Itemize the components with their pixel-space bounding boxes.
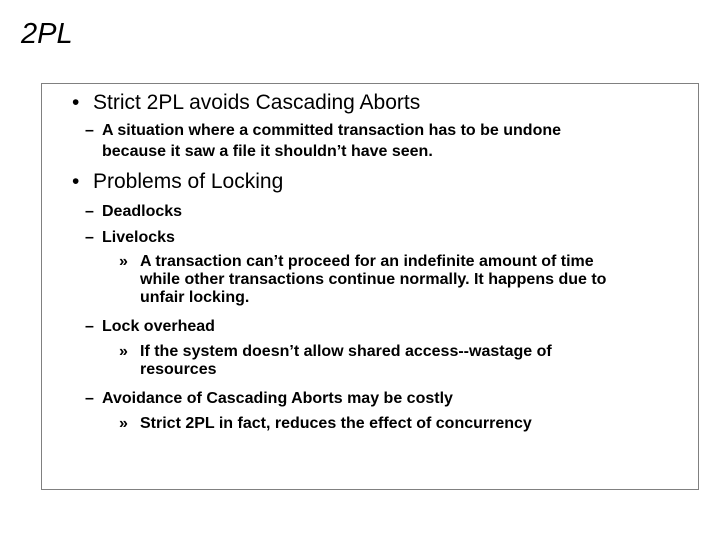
sub-bullet-cascading-definition bbox=[85, 120, 561, 162]
bullet-strict-2pl bbox=[72, 90, 420, 116]
sub-bullet-text: Livelocks bbox=[102, 229, 175, 246]
content-box bbox=[41, 83, 699, 490]
detail-text: If the system doesn’t allow shared access--wastage of resources bbox=[140, 343, 552, 378]
dash-marker: – bbox=[85, 122, 94, 139]
sub-bullet-text: Deadlocks bbox=[102, 203, 183, 220]
detail-text: A transaction can’t proceed for an indefinite amount of time while other transactions continue normally. It happens due to unfair locking. bbox=[140, 253, 607, 306]
sub-bullet-text: Lock overhead bbox=[102, 318, 215, 335]
bullet-marker: • bbox=[72, 170, 80, 193]
detail-text: Strict 2PL in fact, reduces the effect of concurrency bbox=[140, 415, 532, 432]
slide-title: 2PL bbox=[21, 18, 73, 50]
chevron-marker: » bbox=[119, 415, 128, 432]
chevron-marker: » bbox=[119, 253, 128, 270]
dash-marker: – bbox=[85, 318, 94, 335]
sub-bullet-text: A situation where a committed transaction has to be undone because it saw a file it shouldn’t have seen. bbox=[102, 122, 562, 160]
bullet-problems-of-locking bbox=[72, 169, 283, 195]
sub-bullet-deadlocks bbox=[85, 201, 182, 222]
detail-livelocks bbox=[119, 253, 606, 307]
sub-bullet-lock-overhead bbox=[85, 316, 215, 337]
bullet-marker: • bbox=[72, 91, 80, 114]
sub-bullet-text: Avoidance of Cascading Aborts may be costly bbox=[102, 390, 453, 407]
dash-marker: – bbox=[85, 203, 94, 220]
detail-lock-overhead bbox=[119, 343, 552, 379]
dash-marker: – bbox=[85, 229, 94, 246]
bullet-text: Strict 2PL avoids Cascading Aborts bbox=[93, 91, 421, 114]
detail-strict-2pl-concurrency bbox=[119, 415, 532, 433]
dash-marker: – bbox=[85, 390, 94, 407]
chevron-marker: » bbox=[119, 343, 128, 360]
sub-bullet-avoidance-costly bbox=[85, 388, 453, 409]
bullet-text: Problems of Locking bbox=[93, 170, 284, 193]
sub-bullet-livelocks bbox=[85, 227, 175, 248]
